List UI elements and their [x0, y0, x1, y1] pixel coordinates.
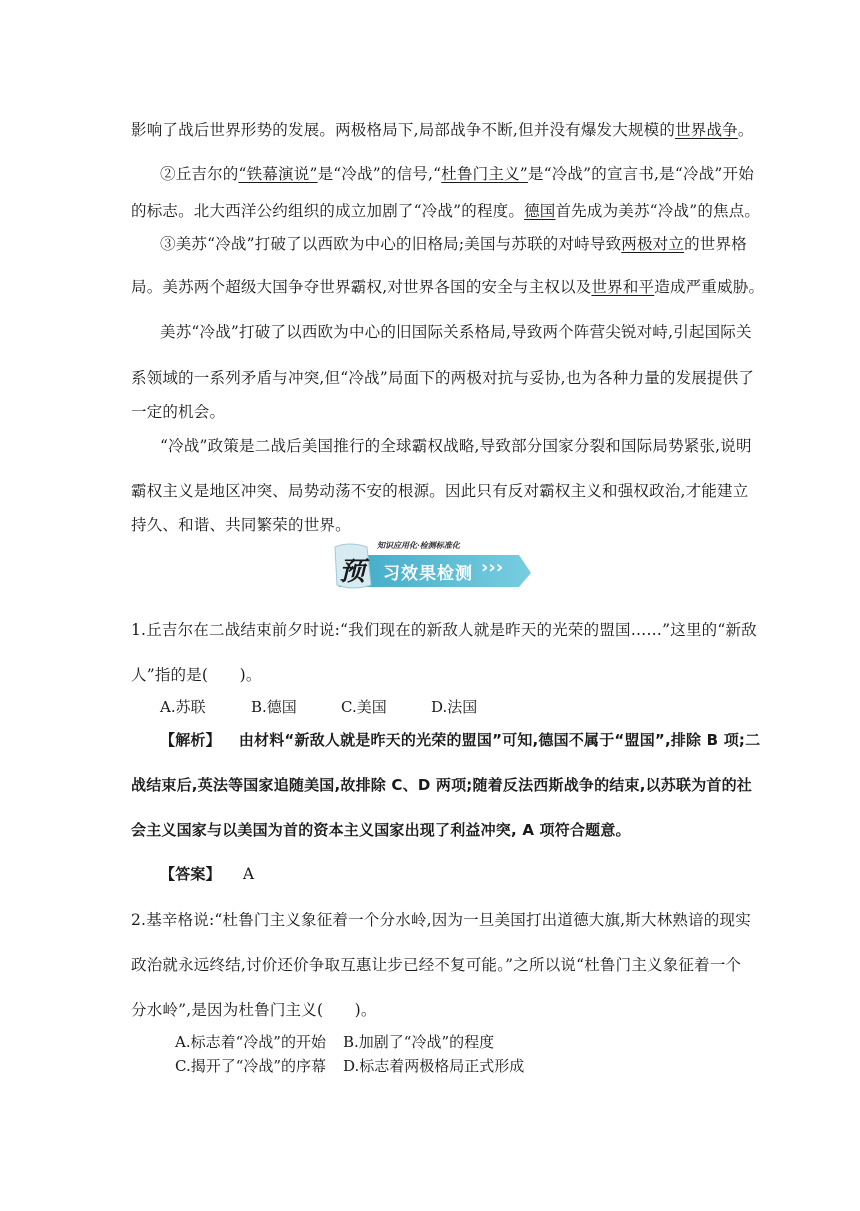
- p3-line-1: ③美苏“冷战”打破了以西欧为中心的旧格局;美国与苏联的对峙导致两极对立的世界格: [160, 235, 747, 253]
- q1-option-a: A.苏联: [160, 698, 206, 716]
- analysis-label: 【解析】: [160, 731, 221, 749]
- underlined-term: 世界和平: [591, 278, 655, 296]
- underlined-term: 杜鲁门主义”: [441, 165, 528, 183]
- q2-stem-line-2: 政治就永远终结,讨价还价争取互惠让步已经不复可能。”之所以说“杜鲁门主义象征着一个: [131, 956, 742, 974]
- q1-analysis-line-3: 会主义国家与以美国为首的资本主义国家出现了利益冲突, A 项符合题意。: [131, 821, 631, 839]
- q1-analysis-line-2: 战结束后,英法等国家追随美国,故排除 C、D 两项;随着反法西斯战争的结束,以苏联为首的社: [131, 776, 753, 794]
- intro-line: 影响了战后世界形势的发展。两极格局下,局部战争不断,但并没有爆发大规模的世界战争。: [131, 121, 754, 139]
- underlined-term: 两极对立: [621, 235, 685, 253]
- q1-stem-line-2: 人”指的是( )。: [131, 666, 262, 684]
- p5-line-3: 持久、和谐、共同繁荣的世界。: [131, 516, 351, 534]
- q2-stem-line-1: 2.基辛格说:“杜鲁门主义象征着一个分水岭,因为一旦美国打出道德大旗,斯大林熟谙的现实: [131, 911, 751, 929]
- answer-value: A: [242, 865, 255, 883]
- chevron-arrows-icon: ›››: [481, 557, 504, 578]
- q2-option-b: B.加剧了“冷战”的程度: [343, 1033, 495, 1051]
- q1-stem-line-1: 1.丘吉尔在二战结束前夕时说:“我们现在的新敌人就是昨天的光荣的盟国……”这里的“新敌: [131, 621, 757, 639]
- q1-option-d: D.法国: [431, 698, 478, 716]
- section-banner: [331, 537, 531, 589]
- underlined-term: “铁幕演说”: [238, 165, 318, 183]
- banner-subtitle: 知识应用化·检测标准化: [377, 540, 460, 550]
- q1-analysis-line-1: 【解析】 由材料“新敌人就是昨天的光荣的盟国”可知,德国不属于“盟国”,排除 B 项;二: [160, 731, 761, 749]
- p5-line-2: 霸权主义是地区冲突、局势动荡不安的根源。因此只有反对霸权主义和强权政治,才能建立: [131, 482, 749, 500]
- q2-option-a: A.标志着“冷战”的开始: [175, 1033, 326, 1051]
- banner-title: 习效果检测: [383, 564, 473, 584]
- q1-option-c: C.美国: [341, 698, 387, 716]
- p4-line-1: 美苏“冷战”打破了以西欧为中心的旧国际关系格局,导致两个阵营尖锐对峙,引起国际关: [160, 323, 752, 341]
- p4-line-3: 一定的机会。: [131, 403, 226, 421]
- q2-stem-line-3: 分水岭”,是因为杜鲁门主义( )。: [131, 1001, 377, 1019]
- q2-option-c: C.揭开了“冷战”的序幕: [175, 1057, 327, 1075]
- underlined-term: 世界战争: [675, 121, 738, 139]
- p4-line-2: 系领域的一系列矛盾与冲突,但“冷战”局面下的两极对抗与妥协,也为各种力量的发展提供了: [131, 369, 755, 387]
- p2-line-2: 的标志。北大西洋公约组织的成立加剧了“冷战”的程度。德国首先成为美苏“冷战”的焦点。: [131, 202, 761, 220]
- banner-char: 预: [339, 557, 366, 587]
- p2-line-1: ②丘吉尔的“铁幕演说”是“冷战”的信号,“杜鲁门主义”是“冷战”的宣言书,是“冷战”开始: [160, 165, 754, 183]
- q1-answer: [160, 863, 254, 884]
- p5-line-1: “冷战”政策是二战后美国推行的全球霸权战略,导致部分国家分裂和国际局势紧张,说明: [160, 437, 752, 455]
- underlined-term: 德国: [524, 202, 556, 220]
- q1-option-b: B.德国: [251, 698, 297, 716]
- answer-label: 【答案】: [160, 865, 221, 883]
- p3-line-2: 局。美苏两个超级大国争夺世界霸权,对世界各国的安全与主权以及世界和平造成严重威胁。: [131, 278, 765, 296]
- q2-option-d: D.标志着两极格局正式形成: [343, 1057, 525, 1075]
